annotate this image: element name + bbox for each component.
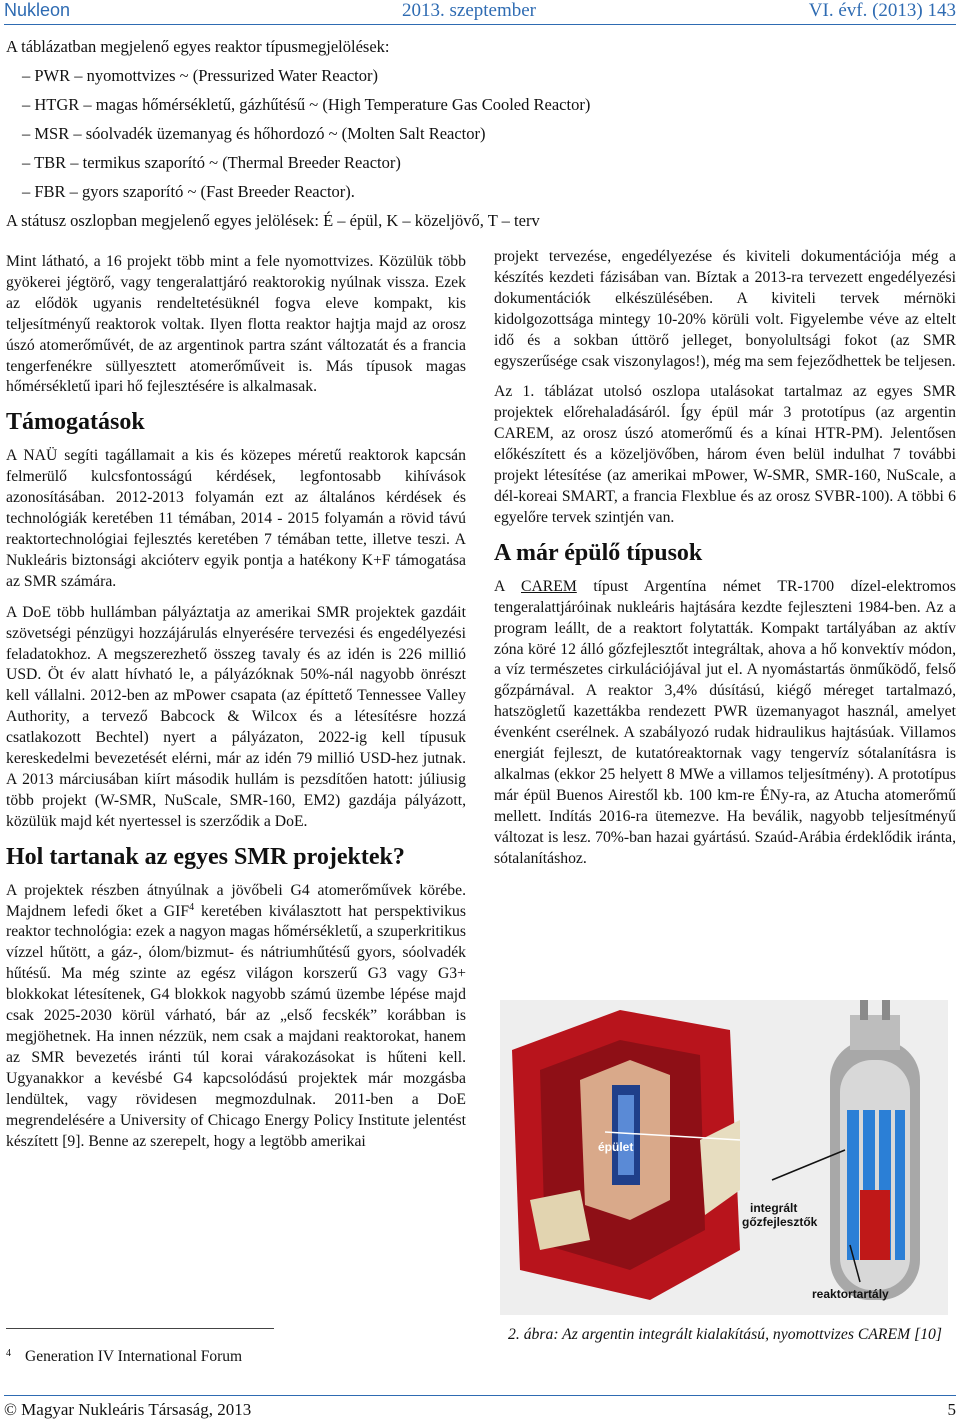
right-column <box>494 247 956 879</box>
paragraph <box>494 577 956 870</box>
text-run: típust Argentína német TR-1700 dízel-elektromos tengeralattjáróinak nukleáris hajtására kezdte fejleszteni 1984-ben. Az a program leállt, de a reaktort folytatták. Kompakt tartályában az aktív zóna köré 12 álló gőzfejlesztőt integráltak, ahova a hő konvektív módon, a víz természetes cirkulációjával jut el. A nyomástartás önműködő, felső gőzpárnával. A reaktor 3,4% dúsítású, kiégő méreget tartalmazó, hatszögletű kazettákba rendezett PWR üzemanyagot használ, amelyet évenként cserélnek. A szabályozó rudak hidraulikus hajtásúak. Villamos energiát fejleszt, de kutatóreaktornak vagy tengervíz sótalanításra is alkalmas (ekkor 25 helyett 8 MWe a villamos teljesítmény). A prototípus már épül Buenos Airestől kb. 100 km-re ÉNy-ra, az Atucha atomerőmű mellett. Indítás 2016-ra ütemezve. Ha beválik, nagyobb teljesítményű változat is lesz. 70%-ban hazai gyártású. Szaúd-Arábia érdeklődik iránta, sótalanításhoz. <box>494 577 956 867</box>
journal-name: Nukleon <box>4 0 71 20</box>
abbreviation-list <box>6 32 946 235</box>
text-run: keretében kiválasztott hat perspektivikus reaktor technológia: ezek a nagyon magas hőmérsékletű, a szuperkritikus vízzel hűtött, a gáz-, ólom/bizmut- és nátriumhűtésű gyors, sóolvadék hűtésű. Ma még szinte az egész világon korszerű G3 vagy G3+ blokkokat létesítenek, G4 blokkok nagyobb számú üzembe lépése majd csak 2025-2030 körül várható, bár az „első fecskék” korábban is megjöhetnek. Ha innen nézzük, nem csak a majdani reaktorokat, hanem az SMR bevezetés iránti túl korai várakozásokat is hűteni kell. Ugyanakkor a kevésbé G4 kapcsolódású projektek már mozgásba lendültek, vagy rövidesen megmozdulnak. 2011-ben a DoE megrendelésére a University of Chicago Energy Policy Institute jelentést készített [9]. Benne az szerepelt, hogy a legtöbb amerikai <box>6 902 466 1150</box>
abbreviation-item: – PWR – nyomottvizes ~ (Pressurized Water Reactor) <box>22 66 378 85</box>
abbreviation-item: – HTGR – magas hőmérsékletű, gázhűtésű ~ (High Temperature Gas Cooled Reactor) <box>22 95 591 114</box>
paragraph <box>6 881 466 1153</box>
paragraph: projekt tervezése, engedélyezése és kiviteli dokumentációja még a készítés kezdeti fázisában van. Bíztak a 2013-ra tervezett engedélyezési dokumentációk elkészülésében. A kiviteli tervek mérnöki kidolgozottsága mintegy 10-20% körüli volt. Figyelembe véve az eltelt idő és a sokban úttörő jelleget, bonyolultsági fokot (az SMR egyszerűsége csak viszonylagos!), még ma sem fejeződhettek be teljesen. <box>494 248 956 370</box>
abbreviation-item: – FBR – gyors szaporító ~ (Fast Breeder Reactor). <box>22 182 355 201</box>
issue-date: 2013. szeptember <box>402 0 537 21</box>
page-header <box>4 0 956 25</box>
footnote-text: Generation IV International Forum <box>25 1348 243 1365</box>
copyright: © Magyar Nukleáris Társaság, 2013 <box>4 1400 252 1419</box>
label-building: épület <box>598 1140 634 1154</box>
footnote-ref[interactable]: 4 <box>189 901 195 913</box>
paragraph: Mint látható, a 16 projekt több mint a fele nyomottvizes. Közülük több gyökerei jégtörő, vagy tengeralattjáró reaktorokig nyúlnak vissza. Ezek az elődök ugyanis rendeltetésüknél fogva eleve kompakt, kis teljesítményű reaktorok voltak. Ilyen flotta reaktor hajtja majd az orosz úszó atomerőművét, de az argentinok partra szánt változatát és a francia tengerfenékre süllyesztett atomerőműveit is. Más típusok magas hőmérsékletű ipari hő fejlesztésére is alkalmasak. <box>6 253 466 396</box>
left-column <box>6 252 466 1162</box>
carem-figure <box>500 1000 948 1315</box>
abbreviation-lead: A táblázatban megjelenő egyes reaktor típusmegjelölések: <box>6 37 390 56</box>
section-heading-projects: Hol tartanak az egyes SMR projektek? <box>6 843 405 870</box>
paragraph: A DoE több hullámban pályáztatja az amerikai SMR projektek gazdáit szövetségi pénzügyi hozzájárulás elnyerésére tervezési és engedélyezési feladatokhoz. A megszerezhető összeg tavaly és az idén is 226 millió USD. Öt év alatt hívható le, a pályázóknak 50%-nál nagyobb önrészt kell vállalni. 2012-ben az mPower csapata (az építtető Tennessee Valley Authority, a tervező Babcock & Wilcox és a létesítésre hozzá csatlakozott Bechtel) nyert a pályázaton, 2022-ig kell típusuk kereskedelmi bevezetését elérni, már az idén 79 millió USD-hez jutnak. A 2013 márciusában kiírt második hullám is pezsdítően hatott: júliusig több projekt (W-SMR, NuScale, SMR-160, EM2) gazdája pályázott, közülük majd két nyertessel is szerződik a DoE. <box>6 603 466 830</box>
abbreviation-item: – TBR – termikus szaporító ~ (Thermal Breeder Reactor) <box>22 153 401 172</box>
paragraph: Az 1. táblázat utolsó oszlopa utalásokat tartalmaz az egyes SMR projektek előrehaladásáról. Így épül már 3 prototípus (az argentin CAREM, az orosz úszó atomerőmű és a kínai HTR-PM). Jelentősen előkészített és a közeljövőben, három éven belül indulhat 7 további projekt létesítése (az amerikai mPower, W-SMR, SMR-160, NuScale, a dél-koreai SMART, a francia Flexblue és az orosz SVBR-100). A többi 6 egyelőre tervek szintjén van. <box>494 383 956 526</box>
abbreviation-item: – MSR – sóolvadék üzemanyag és hőhordozó ~ (Molten Salt Reactor) <box>22 124 486 143</box>
text-run: A projektek részben átnyúlnak a jövőbeli G4 atomerőművek körébe. Majdnem lefedi őket a GIF <box>6 881 466 920</box>
footnote-divider <box>6 1328 274 1329</box>
label-vessel: reaktortartály <box>812 1287 889 1301</box>
volume-info: VI. évf. (2013) 143 <box>808 0 956 21</box>
text-run: A <box>494 577 521 595</box>
carem-link[interactable]: CAREM <box>521 577 577 595</box>
label-sg-1: integrált <box>750 1201 798 1215</box>
footnote-number: 4 <box>6 1348 11 1359</box>
footnote <box>6 1348 466 1366</box>
status-legend: A státusz oszlopban megjelenő egyes jelölések: É – épül, K – közeljövő, T – terv <box>6 211 540 230</box>
section-heading-building: A már épülő típusok <box>494 539 703 566</box>
figure-caption: 2. ábra: Az argentin integrált kialakítású, nyomottvizes CAREM [10] <box>508 1326 942 1343</box>
paragraph: A NAÜ segíti tagállamait a kis és közepes méretű reaktorok kapcsán felmerülő kulcsfontosságú kérdések, legfontosabb kihívások azonosításában. 2012-2013 folyamán ezt az általános kérdések és technológiák keretében 11 témában, 2014 - 2015 folyamán a rövid távú reaktortechnológiai fejlesztés keretében 7 témában tette, illetve teszi. A Nukleáris biztonsági akcióterv egyik pontja a hatékony K+F támogatása az SMR számára. <box>6 447 466 590</box>
label-sg-2: gőzfejlesztők <box>742 1215 818 1229</box>
section-heading-support: Támogatások <box>6 409 145 436</box>
page-number: 5 <box>947 1400 956 1419</box>
carem-illustration <box>500 1000 948 1315</box>
page-footer <box>4 1395 956 1423</box>
